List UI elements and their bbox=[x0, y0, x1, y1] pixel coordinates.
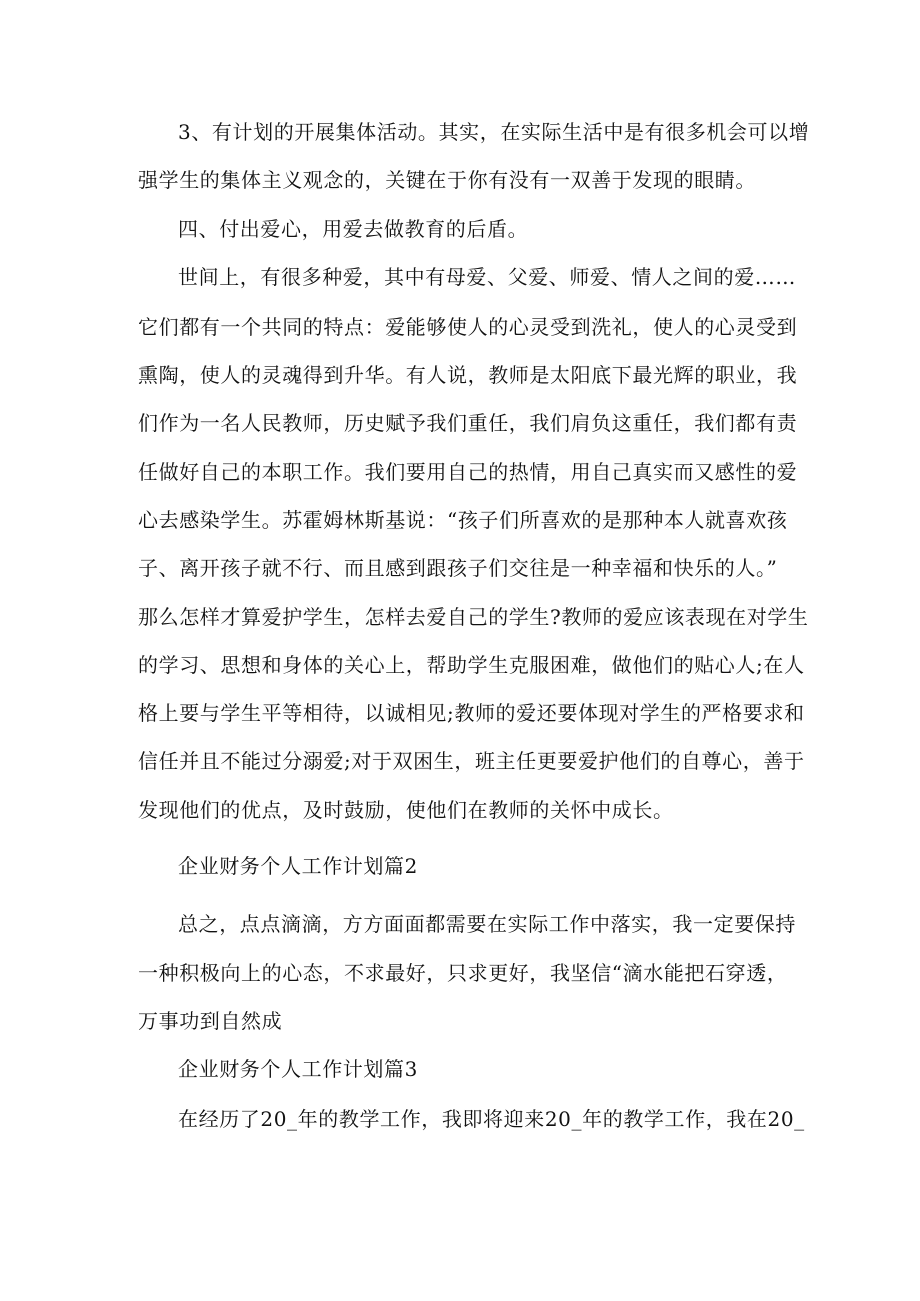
paragraph-intro3: 在经历了20_年的教学工作，我即将迎来20_年的教学工作，我在20_ bbox=[178, 1107, 805, 1131]
section-title-3: 企业财务个人工作计划篇3 bbox=[178, 1057, 418, 1081]
paragraph-love-line-6: 心去感染学生。苏霍姆林斯基说：“孩子们所喜欢的是那种本人就喜欢孩 bbox=[138, 508, 788, 532]
paragraph-love-line-4: 们作为一名人民教师，历史赋予我们重任，我们肩负这重任，我们都有责 bbox=[138, 411, 798, 435]
paragraph-item3-line-1: 3、有计划的开展集体活动。其实，在实际生活中是有很多机会可以增 bbox=[178, 120, 810, 144]
heading-four: 四、付出爱心，用爱去做教育的后盾。 bbox=[178, 217, 529, 241]
paragraph-love-line-2: 它们都有一个共同的特点：爱能够使人的心灵受到洗礼，使人的心灵受到 bbox=[138, 315, 798, 339]
paragraph-item3-line-2: 强学生的集体主义观念的，关键在于你有没有一双善于发现的眼睛。 bbox=[138, 168, 756, 192]
paragraph-love-line-5: 任做好自己的本职工作。我们要用自己的热情，用自己真实而又感性的爱 bbox=[138, 460, 798, 484]
paragraph-love-line-9: 的学习、思想和身体的关心上，帮助学生克服困难，做他们的贴心人;在人 bbox=[138, 653, 805, 677]
paragraph-love-line-1: 世间上，有很多种爱，其中有母爱、父爱、师爱、情人之间的爱…… bbox=[178, 265, 796, 289]
paragraph-summary-line-3: 万事功到自然成 bbox=[138, 1009, 283, 1033]
paragraph-love-line-10: 格上要与学生平等相待，以诚相见;教师的爱还要体现对学生的严格要求和 bbox=[138, 701, 805, 725]
paragraph-love-line-3: 熏陶，使人的灵魂得到升华。有人说，教师是太阳底下最光辉的职业，我 bbox=[138, 363, 798, 387]
paragraph-summary-line-2: 一种积极向上的心态，不求最好，只求更好，我坚信“滴水能把石穿透， bbox=[138, 961, 788, 985]
paragraph-love-line-12: 发现他们的优点，及时鼓励，使他们在教师的关怀中成长。 bbox=[138, 798, 674, 822]
paragraph-summary-line-1: 总之，点点滴滴，方方面面都需要在实际工作中落实，我一定要保持 bbox=[178, 912, 796, 936]
paragraph-love-line-8: 那么怎样才算爱护学生，怎样去爱自己的学生?教师的爱应该表现在对学生 bbox=[138, 605, 809, 629]
section-title-2: 企业财务个人工作计划篇2 bbox=[178, 854, 418, 878]
paragraph-love-line-11: 信任并且不能过分溺爱;对于双困生，班主任更要爱护他们的自尊心，善于 bbox=[138, 749, 805, 773]
paragraph-love-line-7: 子、离开孩子就不行、而且感到跟孩子们交往是一种幸福和快乐的人。” bbox=[138, 556, 778, 580]
